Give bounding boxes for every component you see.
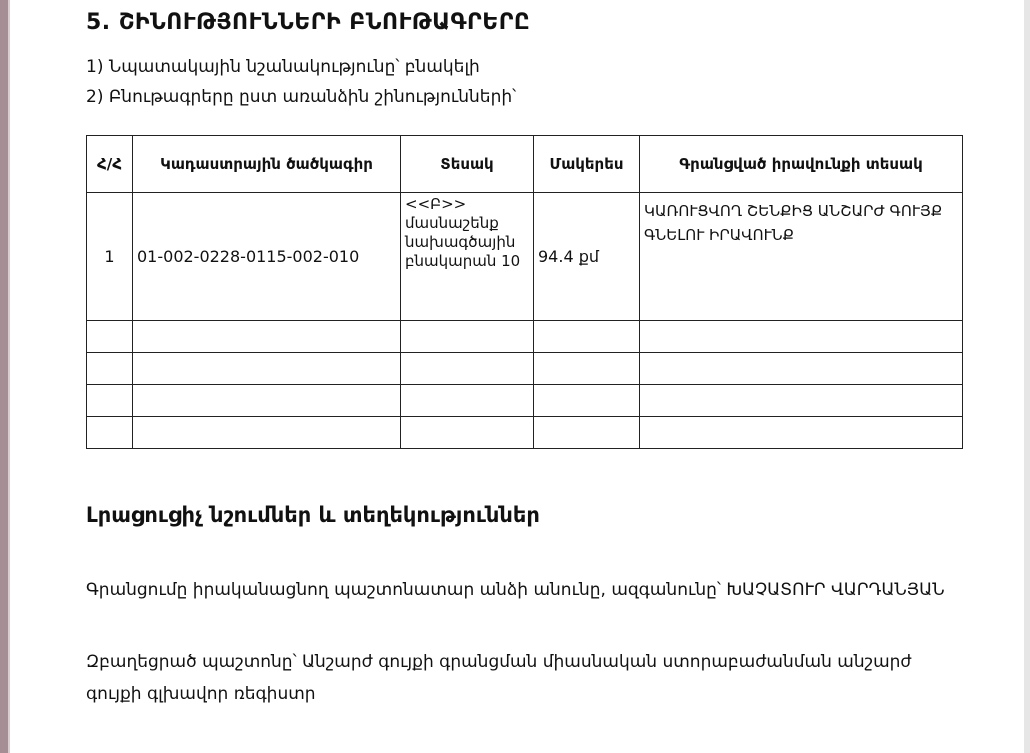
- empty-cell: [640, 385, 963, 417]
- table-row-empty: [87, 321, 963, 353]
- window-left-border-inner: [8, 0, 10, 753]
- purpose-line: 1) Նպատակային նշանակությունը՝ բնակելի: [86, 57, 480, 77]
- registrar-position-paragraph: Զբաղեցրած պաշտոնը՝ Անշարժ գույքի գրանցման միասնական ստորաբաժանման անշարժ գույքի գլխավոր ռեգիստր: [86, 652, 912, 704]
- empty-cell: [640, 417, 963, 449]
- window-left-border: [0, 0, 8, 753]
- empty-cell: [640, 321, 963, 353]
- document-page: [86, 0, 986, 753]
- empty-cell: [133, 417, 401, 449]
- header-cadastral: Կադաստրային ծածկագիր: [133, 136, 401, 193]
- table-header-row: [87, 136, 963, 193]
- empty-cell: [534, 353, 640, 385]
- cell-type: <<Բ>> մասնաշենք նախագծային բնակարան 10: [401, 193, 534, 321]
- empty-cell: [534, 321, 640, 353]
- empty-cell: [87, 417, 133, 449]
- cell-area: 94.4 քմ: [534, 193, 640, 321]
- empty-cell: [401, 417, 534, 449]
- empty-cell: [401, 385, 534, 417]
- notes-title: Լրացուցիչ նշումներ և տեղեկություններ: [86, 503, 540, 527]
- table-row: [87, 193, 963, 321]
- header-type: Տեսակ: [401, 136, 534, 193]
- empty-cell: [640, 353, 963, 385]
- characteristics-line: 2) Բնութագրերը ըստ առանձին շինությունների՝: [86, 87, 517, 107]
- registrar-name-paragraph: Գրանցումը իրականացնող պաշտոնատար անձի անունը, ազգանունը՝ ԽԱՉԱՏՈՒՐ ՎԱՐԴԱՆՅԱՆ: [86, 580, 945, 600]
- empty-cell: [133, 385, 401, 417]
- cell-cadastral: 01-002-0228-0115-002-010: [133, 193, 401, 321]
- header-area: Մակերես: [534, 136, 640, 193]
- empty-cell: [401, 321, 534, 353]
- window-right-edge: [1024, 0, 1030, 753]
- empty-cell: [534, 385, 640, 417]
- section-title: 5. ՇԻՆՈՒԹՅՈՒՆՆԵՐԻ ԲՆՈՒԹԱԳՐԵՐԸ: [86, 10, 531, 35]
- header-num: Հ/Հ: [87, 136, 133, 193]
- table-row-empty: [87, 385, 963, 417]
- table-row-empty: [87, 417, 963, 449]
- empty-cell: [401, 353, 534, 385]
- header-rights: Գրանցված իրավունքի տեսակ: [640, 136, 963, 193]
- empty-cell: [534, 417, 640, 449]
- empty-cell: [87, 353, 133, 385]
- table-row-empty: [87, 353, 963, 385]
- empty-cell: [133, 353, 401, 385]
- empty-cell: [87, 321, 133, 353]
- cell-num: 1: [87, 193, 133, 321]
- cell-rights: ԿԱՌՈՒՑՎՈՂ ՇԵՆՔԻՑ ԱՆՇԱՐԺ ԳՈՒՅՔ ԳՆԵԼՈՒ ԻՐԱՎՈՒՆՔ: [640, 193, 963, 321]
- empty-cell: [87, 385, 133, 417]
- buildings-table: [86, 135, 963, 449]
- empty-cell: [133, 321, 401, 353]
